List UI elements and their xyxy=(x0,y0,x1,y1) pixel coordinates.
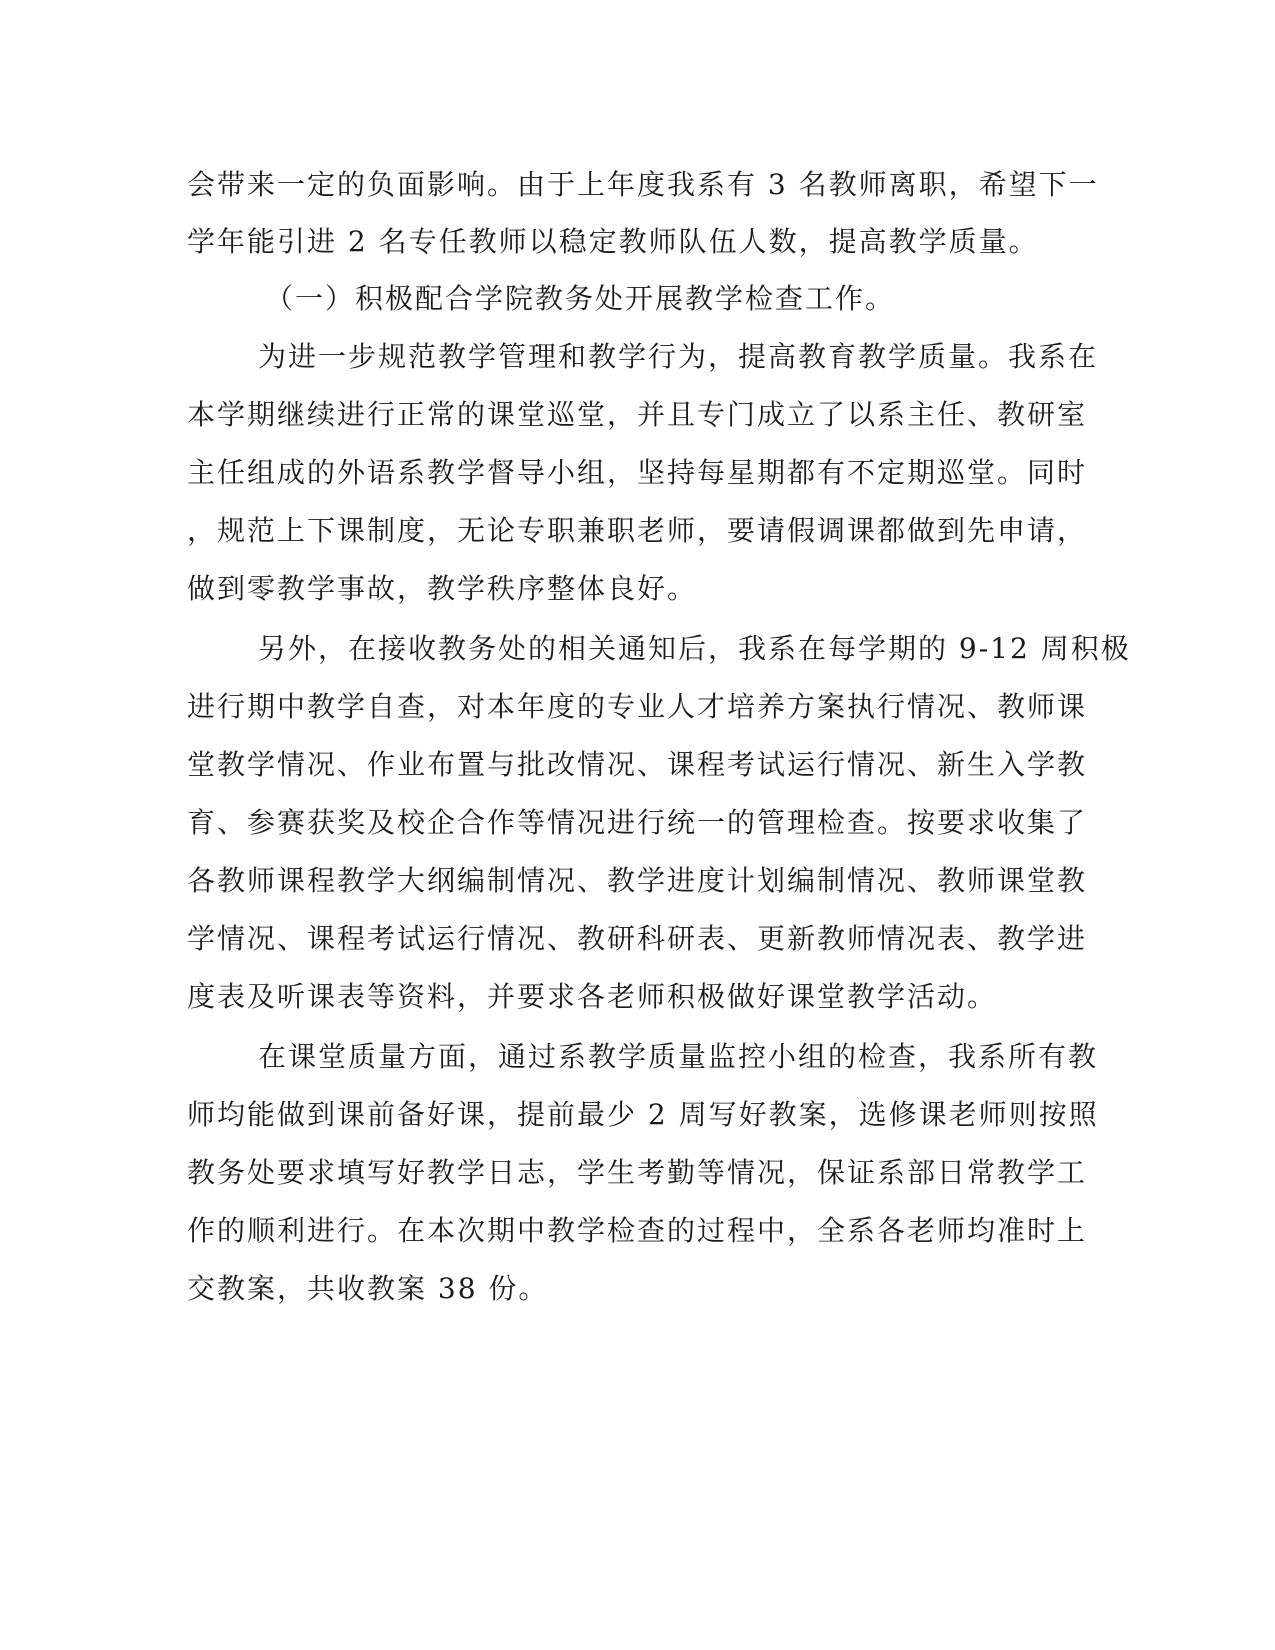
paragraph-line: 本学期继续进行正常的课堂巡堂，并且专门成立了以系主任、教研室 xyxy=(187,398,1088,431)
paragraph-line: 在课堂质量方面，通过系教学质量监控小组的检查，我系所有教 xyxy=(258,1040,1099,1073)
paragraph-line: 度表及听课表等资料，并要求各老师积极做好课堂教学活动。 xyxy=(187,980,998,1013)
section-heading: （一）积极配合学院教务处开展教学检查工作。 xyxy=(265,282,896,315)
paragraph-line: 教务处要求填写好教学日志，学生考勤等情况，保证系部日常教学工 xyxy=(187,1156,1088,1189)
paragraph-line: 师均能做到课前备好课，提前最少 2 周写好教案，选修课老师则按照 xyxy=(187,1098,1099,1131)
paragraph-line: 学情况、课程考试运行情况、教研科研表、更新教师情况表、教学进 xyxy=(187,922,1088,955)
paragraph-line: 育、参赛获奖及校企合作等情况进行统一的管理检查。按要求收集了 xyxy=(187,806,1088,839)
paragraph-line: 进行期中教学自查，对本年度的专业人才培养方案执行情况、教师课 xyxy=(187,690,1088,723)
paragraph-line: 会带来一定的负面影响。由于上年度我系有 3 名教师离职，希望下一 xyxy=(187,168,1099,201)
paragraph-line: 作的顺利进行。在本次期中教学检查的过程中，全系各老师均准时上 xyxy=(187,1214,1088,1247)
paragraph-line: 为进一步规范教学管理和教学行为，提高教育教学质量。我系在 xyxy=(258,340,1099,373)
paragraph-line: 做到零教学事故，教学秩序整体良好。 xyxy=(187,572,698,605)
paragraph-line: 各教师课程教学大纲编制情况、教学进度计划编制情况、教师课堂教 xyxy=(187,864,1088,897)
paragraph-line: ，规范上下课制度，无论专职兼职老师，要请假调课都做到先申请， xyxy=(187,514,1088,547)
paragraph-line: 学年能引进 2 名专任教师以稳定教师队伍人数，提高教学质量。 xyxy=(187,225,1039,258)
paragraph-line: 交教案，共收教案 38 份。 xyxy=(187,1272,549,1305)
paragraph-line: 主任组成的外语系教学督导小组，坚持每星期都有不定期巡堂。同时 xyxy=(187,456,1088,489)
paragraph-line: 堂教学情况、作业布置与批改情况、课程考试运行情况、新生入学教 xyxy=(187,748,1088,781)
paragraph-line: 另外，在接收教务处的相关通知后，我系在每学期的 9-12 周积极 xyxy=(258,632,1131,665)
